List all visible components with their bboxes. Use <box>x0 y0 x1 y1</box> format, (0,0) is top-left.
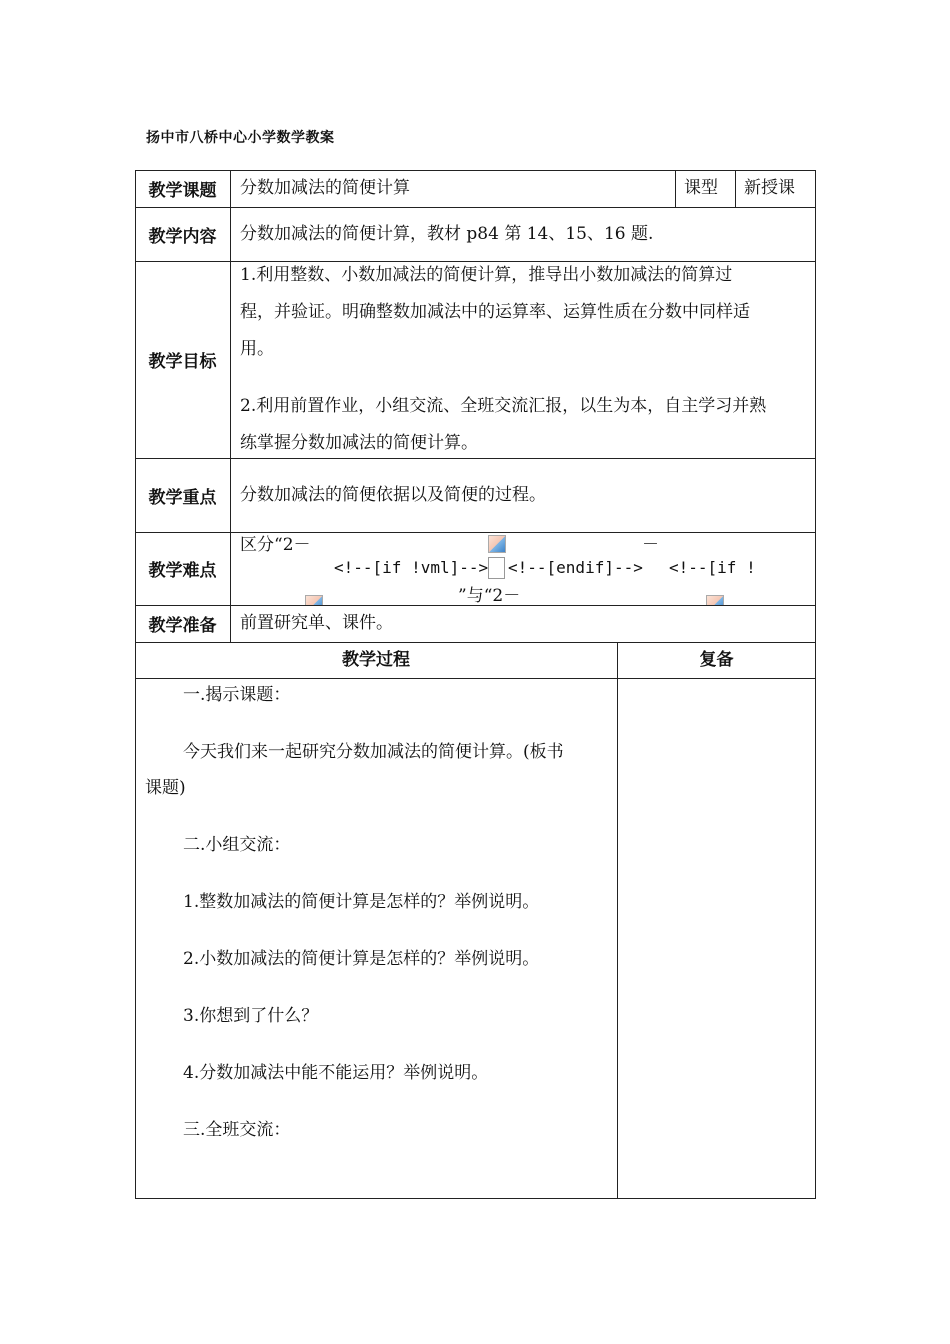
difficulty-text-start: 区分“2－ <box>240 535 311 555</box>
difficulty-label: 教学难点 <box>148 561 217 581</box>
content-label: 教学内容 <box>148 226 217 247</box>
process-line: 1.整数加减法的简便计算是怎样的？举例说明。 <box>183 892 540 912</box>
difficulty-text-end: ”与“2－ <box>458 586 521 605</box>
review-header: 复备 <box>699 650 734 670</box>
goal-1-line-3: 用。 <box>240 339 274 359</box>
row-divider <box>135 678 816 679</box>
document-header: 扬中市八桥中心小学数学教案 <box>146 130 335 146</box>
goal-1-line-1: 1.利用整数、小数加减法的简便计算，推导出小数加减法的简算过 <box>240 265 733 285</box>
broken-image-icon <box>305 595 323 605</box>
goal-2-line-2: 练掌握分数加减法的简便计算。 <box>240 433 478 453</box>
preparation-label: 教学准备 <box>148 616 217 636</box>
lesson-type-value: 新授课 <box>744 178 795 198</box>
html-comment-if: <!--[if ! <box>669 558 756 577</box>
row-divider <box>135 605 816 606</box>
row-divider <box>135 207 816 208</box>
goal-2-line-1: 2.利用前置作业，小组交流、全班交流汇报，以生为本，自主学习并熟 <box>240 396 767 416</box>
process-line: 三.全班交流： <box>183 1120 291 1140</box>
content-value: 分数加减法的简便计算，教材 p84 第 14、15、16 题. <box>240 224 654 244</box>
preparation-value: 前置研究单、课件。 <box>240 613 393 633</box>
process-header: 教学过程 <box>342 650 410 670</box>
key-point-value: 分数加减法的简便依据以及简便的过程。 <box>240 485 546 505</box>
html-comment-if-vml: <!--[if !vml]--> <box>334 558 489 577</box>
broken-image-icon <box>706 595 724 605</box>
lesson-type-label: 课型 <box>684 178 718 198</box>
process-line: 一.揭示课题： <box>183 685 291 705</box>
topic-value: 分数加减法的简便计算 <box>240 178 410 198</box>
process-line: 2.小数加减法的简便计算是怎样的？举例说明。 <box>183 949 540 969</box>
topic-label: 教学课题 <box>148 181 217 201</box>
key-point-label: 教学重点 <box>148 487 217 508</box>
process-line: 今天我们来一起研究分数加减法的简便计算。(板书 <box>183 742 564 762</box>
difficulty-value <box>231 533 815 605</box>
column-divider <box>735 170 736 207</box>
process-line: 4.分数加减法中能不能运用？举例说明。 <box>183 1063 489 1083</box>
html-comment-endif: <!--[endif]--> <box>508 558 643 577</box>
process-line: 二.小组交流： <box>183 835 291 855</box>
goal-1-line-2: 程，并验证。明确整数加减法中的运算率、运算性质在分数中同样适 <box>240 302 750 322</box>
difficulty-dash: － <box>642 535 659 555</box>
column-divider <box>617 642 618 1199</box>
broken-image-icon <box>488 535 506 553</box>
process-line: 课题) <box>145 778 186 798</box>
goals-label: 教学目标 <box>148 352 217 372</box>
empty-image-box <box>488 557 505 579</box>
column-divider <box>675 170 676 207</box>
goals-text <box>240 257 766 462</box>
process-line: 3.你想到了什么？ <box>183 1006 319 1026</box>
